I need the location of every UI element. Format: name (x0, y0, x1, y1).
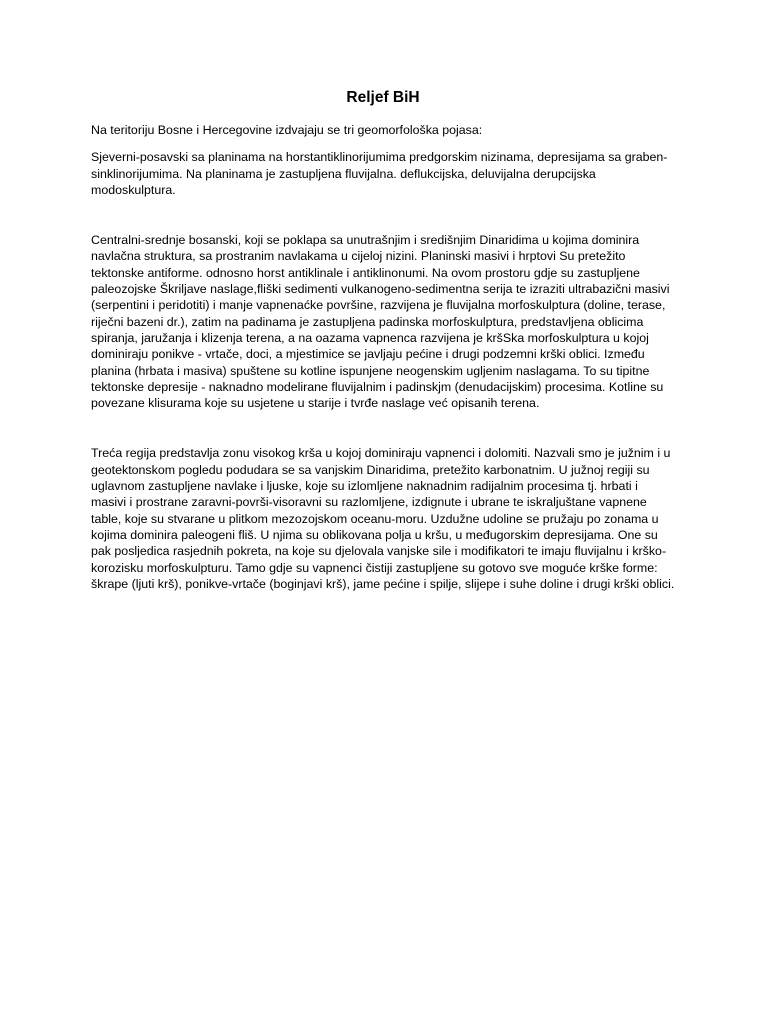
paragraph-central-region: Centralni-srednje bosanski, koji se poklapa sa unutrašnjim i središnjim Dinaridima u kojima dominira navlačna struktura, sa prostranim navlakama u cijeloj nizini. Planinski masivi i hrptovi Su pretežito tektonske antiforme. odnosno horst antiklinale i antiklinonumi. Na ovom prostoru gdje su zastupljene paleozojske Škriljave naslage,fliški sedimenti vulkanogeno-sedimentna serija te izraziti ultrabazični masivi (serpentini i peridotiti) i manje vapnenaćke površine, razvijena je fluvijalna morfoskulptura (doline, terase, riječni bazeni dr.), zatim na padinama je zastupljena padinska morfoskulptura, predstavljena oblicima spiranja, jaružanja i klizenja terena, a na oazama vapnenca razvijena je kršSka morfoskulptura u kojoj dominiraju ponikve - vrtače, doci, a mjestimice se javljaju pećine i drugi podzemni krški oblici. Između planina (hrbata i masiva) spuštene su kotline ispunjene neogenskim ugljenim naslagama. To su tipitne tektonske depresije - naknadno modelirane fluvijalnim i padinskjm (denudacijskim) procesima. Kotline su povezane klisurama koje su usjetene u starije i tvrđe naslage već opisanih terena. (91, 233, 670, 411)
paragraph-southern-region: Treća regija predstavlja zonu visokog krša u kojoj dominiraju vapnenci i dolomiti. Nazvali smo je južnim i u geotektonskom pogledu podudara se sa vanjskim Dinaridima, pretežito karbonatnim. U južnoj regiji su uglavnom zastupljene navlake i ljuske, koje su izlomljene naknadnim radijalnim procesima tj. hrbati i masivi i prostrane zaravni-površi-visoravni su razlomljene, izdignute i ubrane te iskraljuštane vapnene table, koje su stvarane u plitkom mezozojskom oceanu-moru. Uzdužne udoline se pružaju po zonama u kojima dominira paleogeni fliš. U njima su oblikovana polja u kršu, u međugorskim depresijama. One su pak posljedica rasjednih pokreta, na koje su djelovala vanjske sile i modifikatori te imaju fluvijalnu i krško-korozisku morfoskulpturu. Tamo gdje su vapnenci čistiji zastupljene su gotovo sve moguće krške forme: škrape (ljuti krš), ponikve-vrtače (boginjavi krš), jame pećine i spilje, slijepe i suhe doline i drugi krški oblici. (91, 446, 675, 591)
intro-paragraph: Na teritoriju Bosne i Hercegovine izdvajaju se tri geomorfološka pojasa: (91, 123, 483, 137)
page-title: Reljef BiH (346, 89, 420, 106)
paragraph-northern-region: Sjeverni-posavski sa planinama na horstantiklinorijumima predgorskim nizinama, depresijama sa graben-sinklinorijumima. Na planinama je zastupljena fluvijalna. deflukcijska, deluvijalna derupcijska modoskulptura. (91, 150, 668, 197)
